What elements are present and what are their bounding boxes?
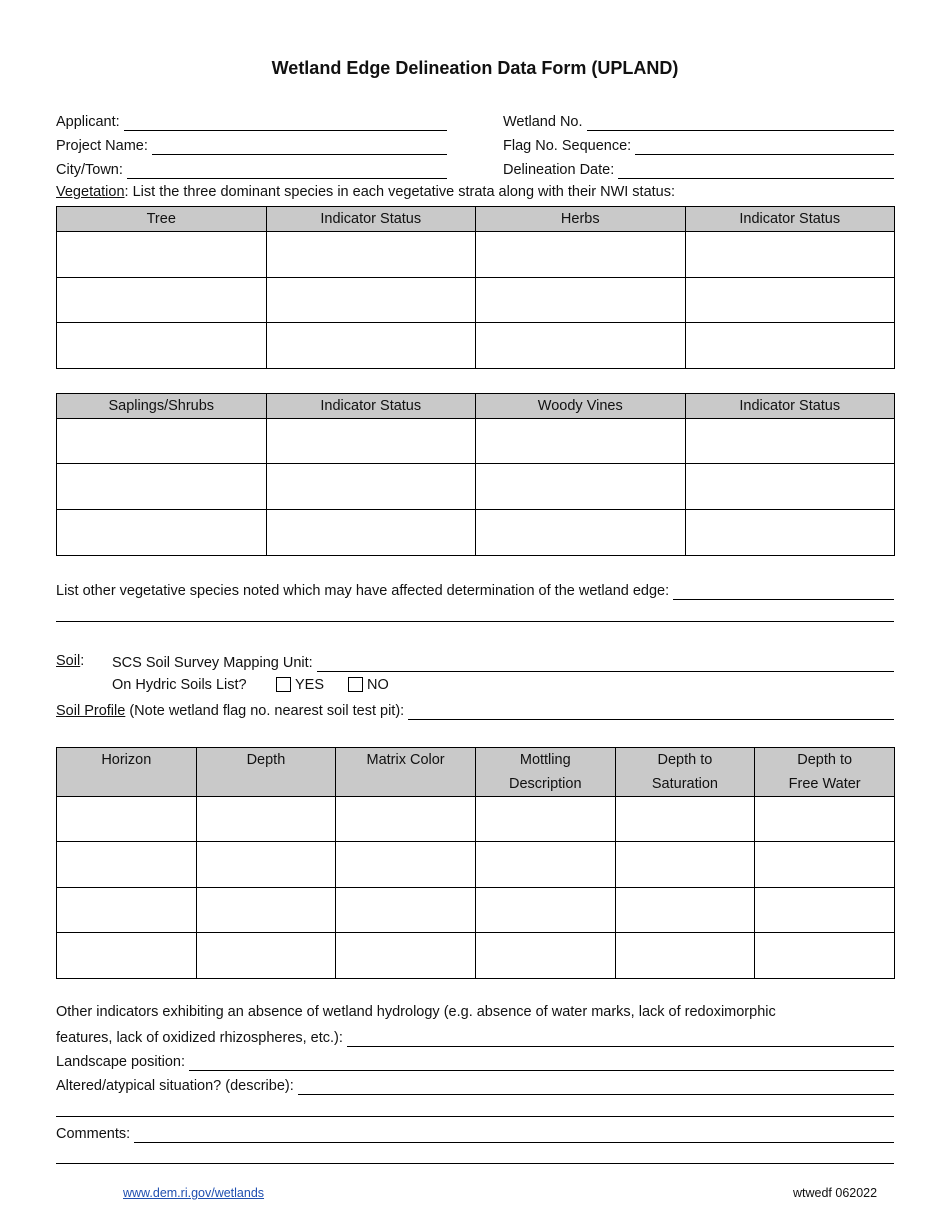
form-code: wtwedf 062022 [793, 1186, 878, 1200]
no-checkbox[interactable] [348, 677, 363, 692]
table-cell[interactable] [196, 933, 336, 979]
soil-profile-note: (Note wetland flag no. nearest soil test pit): [125, 703, 405, 719]
table-cell[interactable] [57, 888, 197, 933]
comments-line-2[interactable] [56, 1163, 894, 1164]
soil-label: Soil [56, 653, 81, 669]
header-mottling-description [475, 748, 615, 797]
table-cell[interactable] [685, 278, 895, 323]
header-woody-vines: Woody Vines [476, 394, 686, 419]
hydrology-text-line-1: Other indicators exhibiting an absence of wetland hydrology (e.g. absence of water marks, lack of redoximorphic [56, 1004, 776, 1020]
altered-situation-field[interactable] [56, 1075, 894, 1095]
header-saplings-shrubs: Saplings/Shrubs [57, 394, 267, 419]
table-cell[interactable] [266, 232, 476, 278]
table-cell[interactable] [615, 797, 755, 842]
table-cell[interactable] [755, 842, 895, 888]
comments-line [134, 1128, 894, 1143]
mapping-unit-label: SCS Soil Survey Mapping Unit: [112, 655, 313, 671]
delineation-date-line [618, 164, 894, 179]
header-line: Depth to [657, 752, 713, 768]
header-line: Horizon [101, 752, 152, 768]
footer-link[interactable]: www.dem.ri.gov/wetlands [123, 1186, 265, 1200]
no-label: NO [367, 677, 389, 693]
applicant-label: Applicant: [56, 114, 120, 130]
delineation-date-label: Delineation Date: [503, 162, 615, 178]
table-cell[interactable] [615, 842, 755, 888]
table-cell[interactable] [57, 278, 267, 323]
table-cell[interactable] [57, 464, 267, 510]
table-cell[interactable] [57, 797, 197, 842]
header-indicator-status: Indicator Status [685, 207, 895, 232]
vegetation-instruction [56, 183, 675, 201]
vegetation-instruction-text: : List the three dominant species in each vegetative strata along with their NWI status: [124, 184, 676, 200]
table-cell[interactable] [336, 933, 476, 979]
landscape-position-line [189, 1056, 894, 1071]
other-species-label: List other vegetative species noted which may have affected determination of the wetland edge: [56, 583, 670, 599]
vegetation-table-1 [56, 206, 895, 369]
flag-no-sequence-field[interactable] [503, 135, 894, 155]
soil-profile-label-group [56, 702, 404, 720]
header-line: Free Water [788, 776, 861, 792]
no-option[interactable] [348, 676, 389, 694]
project-name-field[interactable] [56, 135, 447, 155]
table-cell[interactable] [336, 797, 476, 842]
table-cell[interactable] [685, 419, 895, 464]
city-town-label: City/Town: [56, 162, 123, 178]
hydric-question-label: On Hydric Soils List? [112, 677, 247, 693]
header-line: Depth to [797, 752, 853, 768]
table-cell[interactable] [685, 510, 895, 556]
comments-label: Comments: [56, 1126, 131, 1142]
table-cell[interactable] [57, 510, 267, 556]
table-cell[interactable] [196, 842, 336, 888]
city-town-line [127, 164, 447, 179]
table-cell[interactable] [266, 323, 476, 369]
mapping-unit-line [317, 657, 894, 672]
header-depth-to-free-water [755, 748, 895, 797]
hydrology-line [347, 1032, 894, 1047]
table-cell[interactable] [685, 323, 895, 369]
header-indicator-status: Indicator Status [266, 207, 476, 232]
other-species-line [673, 585, 894, 600]
header-depth [196, 748, 336, 797]
table-cell[interactable] [266, 278, 476, 323]
wetland-no-line [587, 116, 894, 131]
flag-no-sequence-line [635, 140, 894, 155]
wetland-no-field[interactable] [503, 111, 894, 131]
table-cell[interactable] [475, 888, 615, 933]
table-cell[interactable] [685, 232, 895, 278]
header-tree: Tree [57, 207, 267, 232]
comments-field[interactable] [56, 1123, 894, 1143]
altered-situation-label: Altered/atypical situation? (describe): [56, 1078, 294, 1094]
yes-checkbox[interactable] [276, 677, 291, 692]
table-cell[interactable] [476, 278, 686, 323]
other-species-field[interactable] [56, 580, 894, 600]
header-indicator-status: Indicator Status [685, 394, 895, 419]
table-cell[interactable] [57, 842, 197, 888]
table-cell[interactable] [336, 842, 476, 888]
project-name-label: Project Name: [56, 138, 148, 154]
vegetation-label: Vegetation [56, 184, 125, 200]
header-matrix-color [336, 748, 476, 797]
page-title: Wetland Edge Delineation Data Form (UPLAND) [271, 58, 679, 78]
table-cell[interactable] [266, 510, 476, 556]
hydric-soils-question [112, 676, 247, 694]
table-cell[interactable] [266, 419, 476, 464]
hydrology-label: features, lack of oxidized rhizospheres, etc.): [56, 1030, 343, 1046]
header-line: Matrix Color [366, 752, 445, 768]
soil-heading [56, 652, 84, 670]
wetland-no-label: Wetland No. [503, 114, 583, 130]
table-cell[interactable] [476, 510, 686, 556]
soil-colon: : [80, 653, 85, 669]
yes-label: YES [295, 677, 325, 693]
table-cell[interactable] [475, 797, 615, 842]
table-cell[interactable] [615, 888, 755, 933]
header-depth-to-saturation [615, 748, 755, 797]
table-cell[interactable] [476, 464, 686, 510]
table-cell[interactable] [475, 842, 615, 888]
soil-profile-table [56, 747, 895, 979]
table-cell[interactable] [755, 888, 895, 933]
landscape-position-label: Landscape position: [56, 1054, 185, 1070]
landscape-position-field[interactable] [56, 1051, 894, 1071]
applicant-field[interactable] [56, 111, 447, 131]
table-cell[interactable] [57, 232, 267, 278]
table-cell[interactable] [57, 933, 197, 979]
city-town-field[interactable] [56, 159, 447, 179]
header-line: Depth [246, 752, 286, 768]
other-species-line-2[interactable] [56, 621, 894, 622]
hydrology-field[interactable] [56, 1027, 894, 1047]
soil-profile-line [408, 705, 894, 720]
applicant-line [124, 116, 447, 131]
vegetation-table-2 [56, 393, 895, 556]
table-cell[interactable] [196, 797, 336, 842]
table-cell[interactable] [475, 933, 615, 979]
table-cell[interactable] [57, 323, 267, 369]
soil-profile-field[interactable] [56, 700, 894, 720]
flag-no-sequence-label: Flag No. Sequence: [503, 138, 632, 154]
soil-profile-label: Soil Profile [56, 703, 126, 719]
header-herbs: Herbs [476, 207, 686, 232]
table-cell[interactable] [476, 419, 686, 464]
table-cell[interactable] [755, 933, 895, 979]
table-cell[interactable] [685, 464, 895, 510]
table-cell[interactable] [196, 888, 336, 933]
delineation-date-field[interactable] [503, 159, 894, 179]
altered-situation-line [298, 1080, 894, 1095]
yes-option[interactable] [276, 676, 324, 694]
table-cell[interactable] [615, 933, 755, 979]
table-cell[interactable] [57, 419, 267, 464]
header-line: Mottling [519, 752, 571, 768]
table-cell[interactable] [476, 232, 686, 278]
table-cell[interactable] [476, 323, 686, 369]
altered-situation-line-2[interactable] [56, 1116, 894, 1117]
table-cell[interactable] [336, 888, 476, 933]
header-line: Description [508, 776, 582, 792]
header-indicator-status: Indicator Status [266, 394, 476, 419]
table-cell[interactable] [266, 464, 476, 510]
mapping-unit-field[interactable] [112, 652, 894, 672]
project-name-line [152, 140, 447, 155]
table-cell[interactable] [755, 797, 895, 842]
header-horizon [57, 748, 197, 797]
header-line: Saturation [651, 776, 718, 792]
